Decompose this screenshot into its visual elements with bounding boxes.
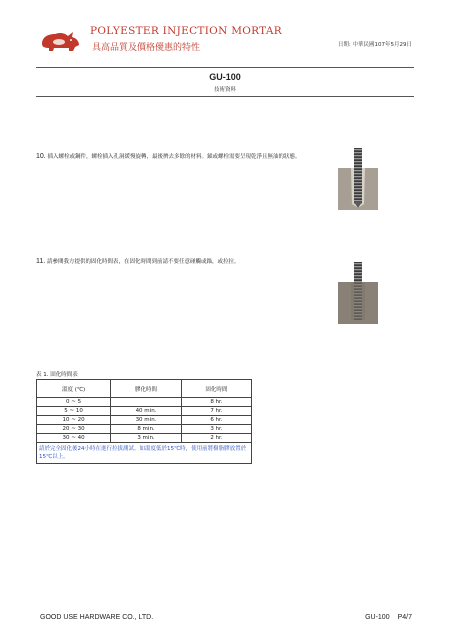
document-date: 日期: 中華民國107年5月29日 [337,42,412,48]
step-text: 插入螺栓或鋼件，螺栓插入孔洞緩慢旋轉，最後擠去多餘的材料。錨或螺栓需要呈現乾淨且無油的狀態。 [47,154,301,160]
step-number: 11. [36,258,46,265]
step-11 [36,257,306,267]
table-row [37,416,252,425]
footer-page-info [365,614,412,621]
gel-time-cell: 3 min. [111,434,182,443]
step-10 [36,152,306,162]
table-note: 請於完全固化後24小時在進行拉拔測試。如溫度低於15℃時，使用前將樹脂膠放置於15℃以上。 [37,443,252,464]
table-header: 膠化時間 [111,380,182,398]
cure-time-cell: 7 hr. [181,407,251,416]
cure-time-cell: 8 hr. [181,398,251,407]
step-number: 10. [36,153,46,160]
table-note-row [37,443,252,464]
table-row [37,425,252,434]
footer-page-number: P4/7 [397,614,412,621]
threaded-rod-in-concrete-photo [338,146,378,210]
table-header: 固化時間 [181,380,251,398]
temperature-cell: 20 ~ 30 [37,425,111,434]
table-row [37,407,252,416]
brand-subtitle: 具高品質及價格優惠的特性 [92,43,201,53]
cure-time-cell: 2 hr. [181,434,251,443]
step-text: 請參閱我方提供的固化時間表，在固化時間到前請不要任意碰觸或錨，或拉拉。 [46,259,240,265]
temperature-cell: 0 ~ 5 [37,398,111,407]
table-row [37,398,252,407]
footer-code: GU-100 [365,614,390,621]
temperature-cell: 10 ~ 20 [37,416,111,425]
temperature-cell: 30 ~ 40 [37,434,111,443]
gel-time-cell [111,398,182,407]
cure-time-table [36,379,252,464]
rhino-logo-icon [38,28,82,54]
brand-title: POLYESTER INJECTION MORTAR [90,25,283,37]
gel-time-cell: 8 min. [111,425,182,434]
table-header: 溫度 (℃) [37,380,111,398]
document-subtitle: 技術資料 [213,87,236,93]
cure-time-cell: 6 hr. [181,416,251,425]
gel-time-cell: 40 min. [111,407,182,416]
gel-time-cell: 30 min. [111,416,182,425]
footer-company: GOOD USE HARDWARE CO., LTD. [40,614,154,621]
cure-time-cell: 3 hr. [181,425,251,434]
table-row [37,434,252,443]
document-code: GU-100 [209,72,241,82]
temperature-cell: 5 ~ 10 [37,407,111,416]
cured-rod-in-concrete-photo [338,260,378,324]
title-divider [36,96,414,97]
table-caption: 表 1. 固化時間表 [36,372,78,378]
header-divider [36,67,414,68]
